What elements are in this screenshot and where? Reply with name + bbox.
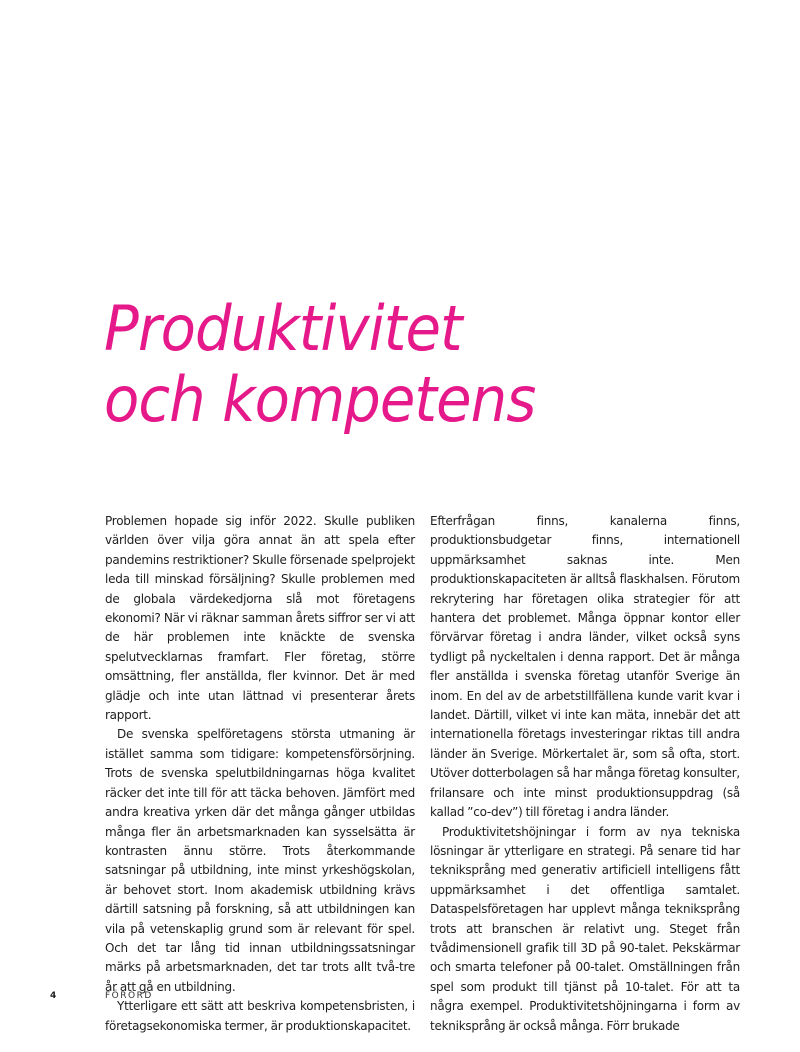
paragraph: Produktivitetshöjningar i form av nya tekniska lösningar är ytterligare en strategi. På senare tid har tekniksprång med generativ artificiell intelligens fått uppmärksamhet i det offentliga samtalet. Dataspelsföretagen har upplevt många tekniksprång trots att branschen är relativt ung. Steget från tvådimensionell grafik till 3D på 90-talet. Pekskärmar och smarta telefoner på 00-talet. Omställningen från spel som produkt till tjänst på 10-talet. För att ta några exempel. Produktivitetshöjningarna i form av tekniksprång är också många. Förr brukade — [430, 824, 740, 1033]
body-column-left — [105, 512, 415, 1036]
paragraph: De svenska spelföretagens största utmaning är istället samma som tidigare: kompetensförsörjning. Trots de svenska spelutbildningarnas höga kvalitet räcker det inte till för att täcka behoven. Jämfört med andra kreativa yrken där det många gånger utbildas många fler än arbetsmarknaden kan sysselsätta är kontrasten ännu större. Trots återkommande satsningar på utbildning, inte minst yrkeshögskolan, är behovet stort. Inom akademisk utbildning krävs därtill satsning på forskning, så att utbildningen kan vila på vetenskaplig grund som är relevant för spel. Och det tar lång tid innan utbildningssatsningar märks på arbetsmarknaden, det tar trots allt två-tre år att gå en utbildning. — [105, 727, 415, 994]
page-title — [104, 293, 699, 435]
paragraph: Ytterligare ett sätt att beskriva kompetensbristen, i företagsekonomiska termer, är produktionskapacitet. — [105, 999, 415, 1033]
title-line-1: Produktivitet — [104, 292, 462, 365]
paragraph: Problemen hopade sig inför 2022. Skulle publiken världen över vilja göra annat än att spela efter pandemins restriktioner? Skulle försenade spelprojekt leda till minskad försäljning? Skulle problemen med de globala värdekedjorna slå mot företagens ekonomi? När vi räknar samman årets siffror ser vi att de här problemen inte knäckte de svenska spelutvecklarnas framfart. Fler företag, större omsättning, fler anställda, fler kvinnor. Det är med glädje och inte utan lättnad vi presenterar årets rapport. — [105, 514, 415, 723]
section-label: FÖRORD — [105, 991, 153, 1001]
body-column-right — [430, 512, 740, 1036]
title-line-2: och kompetens — [104, 363, 536, 436]
page-number: 4 — [50, 991, 57, 1001]
paragraph: Efterfrågan finns, kanalerna finns, produktionsbudgetar finns, internationell uppmärksamhet saknas inte. Men produktionskapaciteten är alltså flaskhalsen. Förutom rekrytering har företagen olika strategier för att hantera det problemet. Många öppnar kontor eller förvärvar företag i andra länder, vilket också syns tydligt på nyckeltalen i denna rapport. Det är många fler anställda i svenska företag utanför Sverige än inom. En del av de arbetstillfällena kunde varit kvar i landet. Därtill, vilket vi inte kan mäta, innebär det att internationella företags investeringar riktas till andra länder än Sverige. Mörkertalet är, som så ofta, stort. Utöver dotterbolagen så har många företag konsulter, frilansare och inte minst produktionsuppdrag (så kallad ”co-dev”) till företag i andra länder. — [430, 514, 740, 820]
